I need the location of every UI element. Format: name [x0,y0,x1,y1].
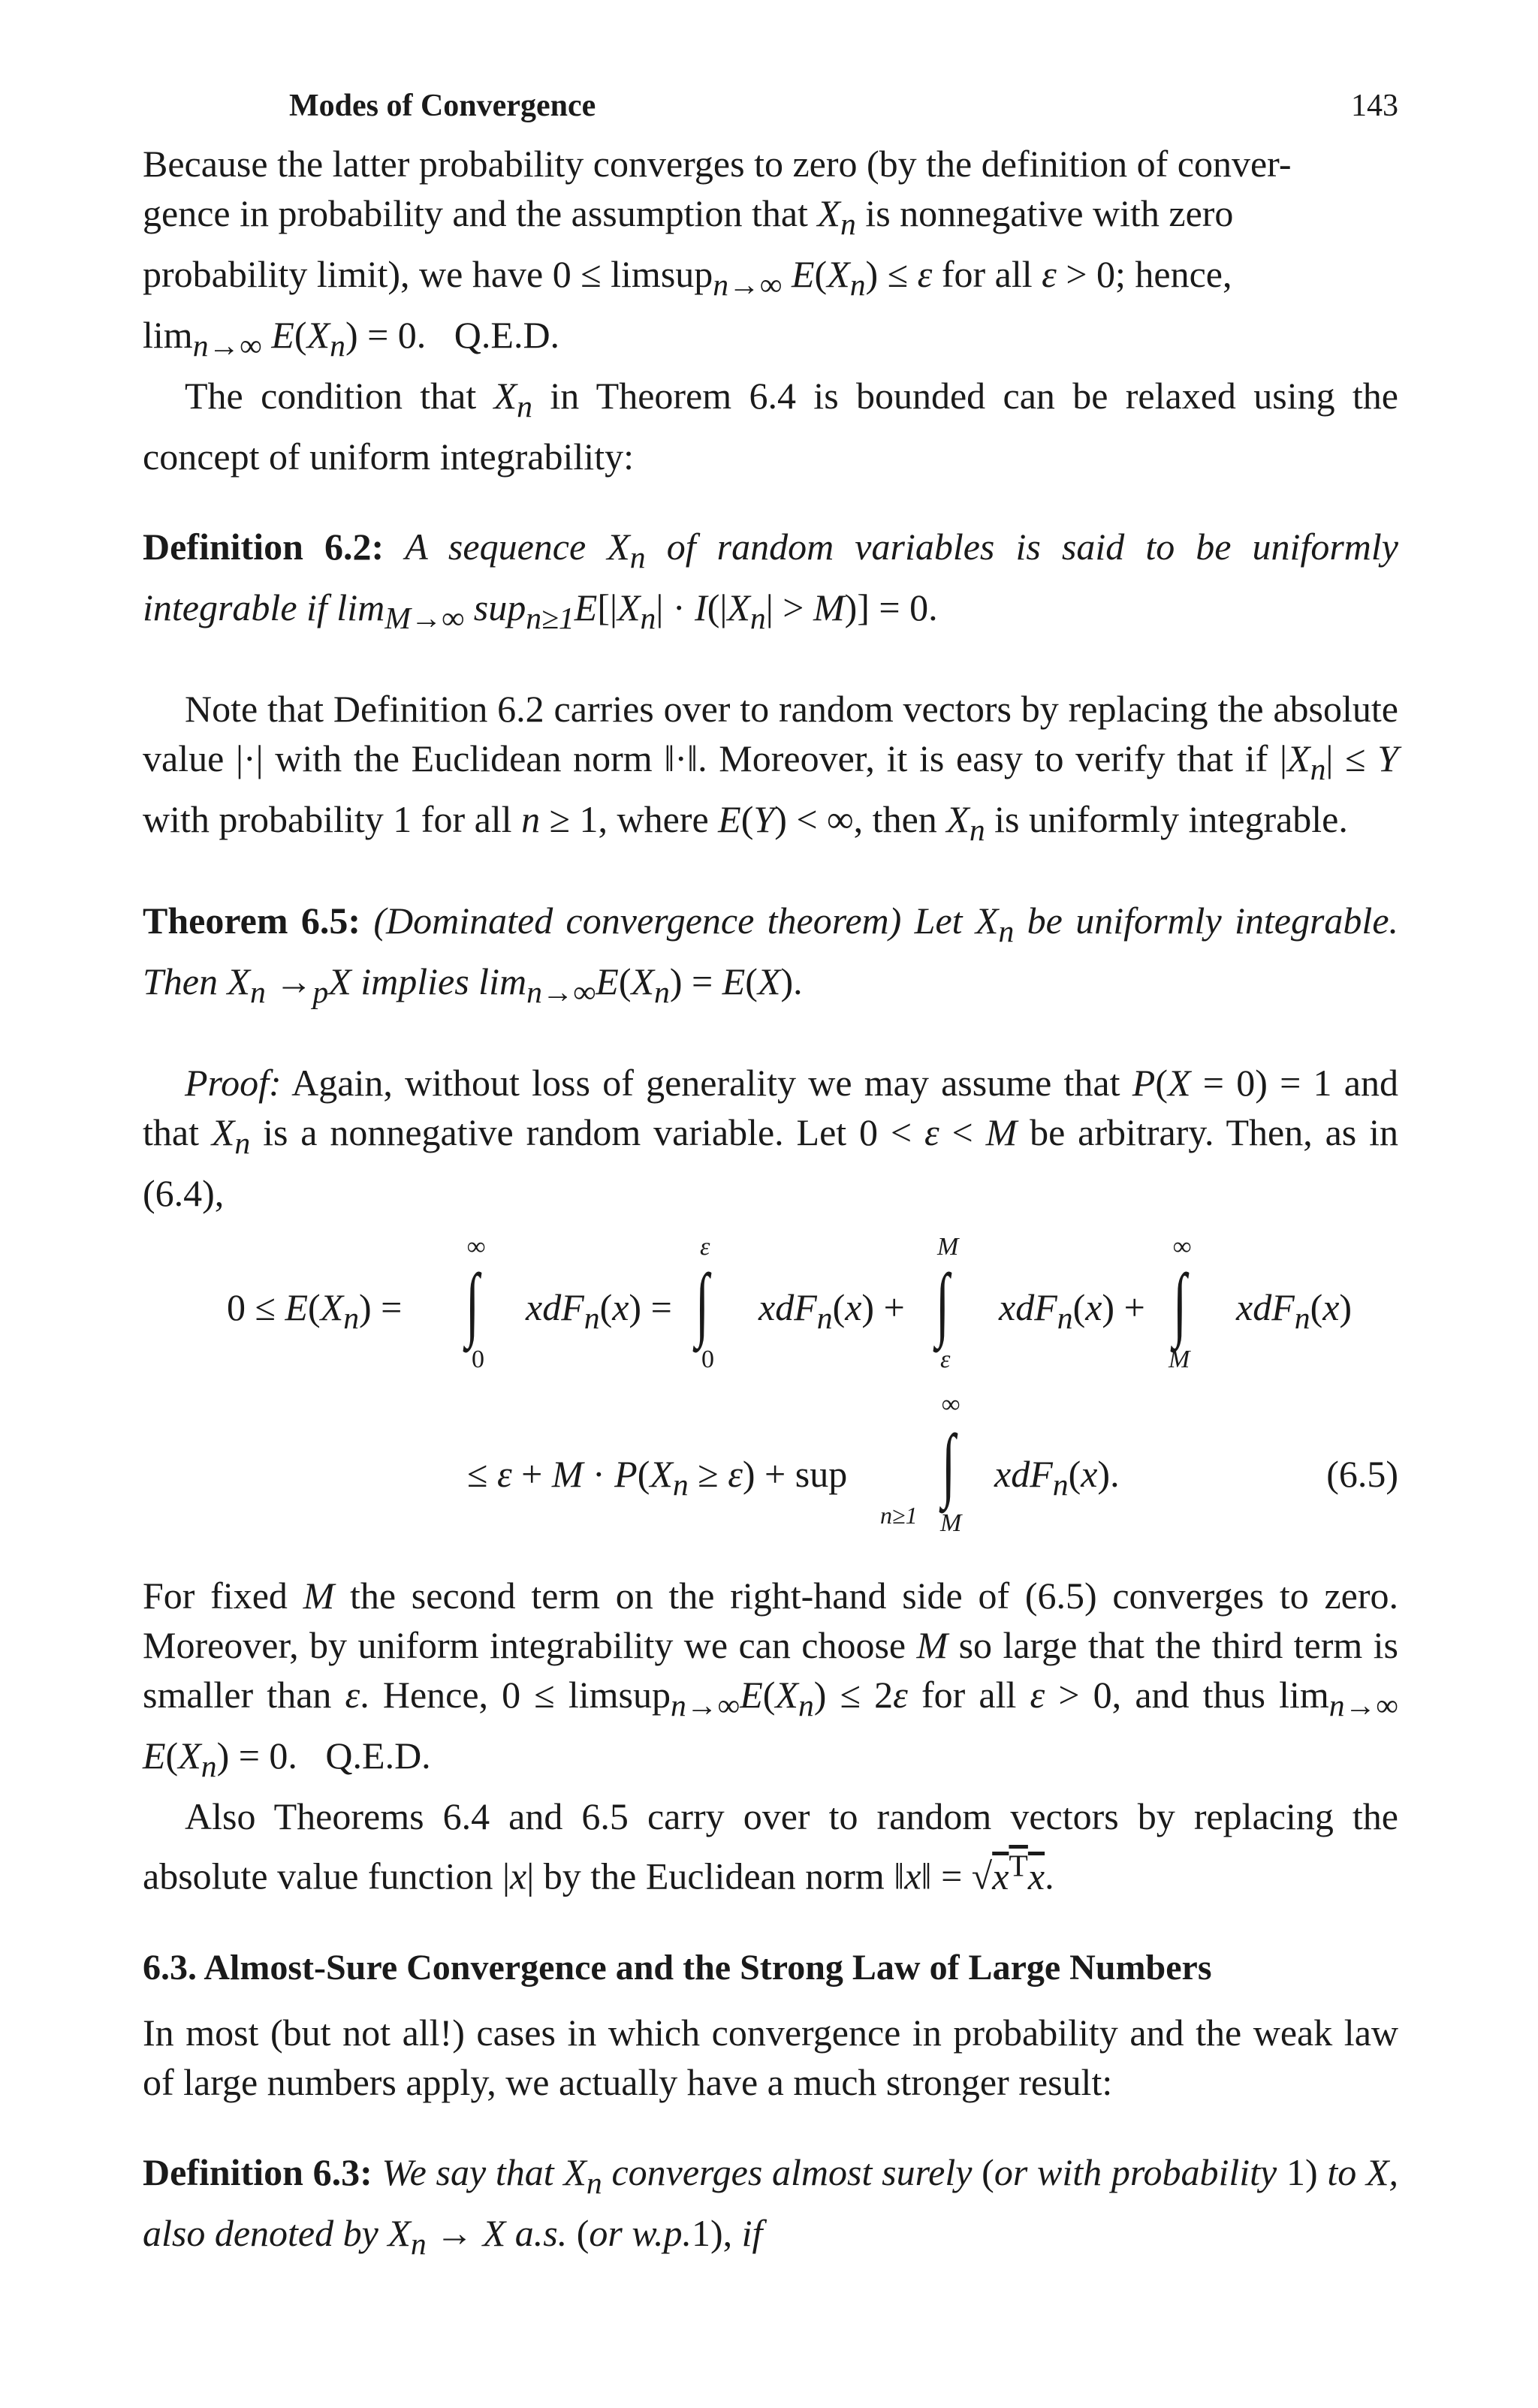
paragraph-1-line-2: gence in probability and the assumption that $X_n$ is nonnegative with zero [143,192,1234,242]
paragraph-5: Also Theorems 6.4 and 6.5 carry over to random vectors by replacing the absolute value function |x| by the Euclidean norm ‖x‖ = $√x^Tx$. [143,1795,1398,1897]
theorem-6-5-label: Theorem 6.5: [143,900,360,942]
paragraph-6: In most (but not all!) cases in which convergence in probability and the weak law of large numbers apply, we actually have a much stronger result: [143,2011,1398,2103]
paragraph-3: Note that Definition 6.2 carries over to random vectors by replacing the absolute value |·| with the Euclidean norm ‖·‖. Moreover, it is easy to verify that if $|X_n| \le Y$ with probability 1 for all n ≥ 1, where E(Y) < ∞, then $X_n$ is uniformly integrable. [143,688,1399,848]
proof-label: Proof: [185,1062,282,1104]
int5-upper: ∞ [942,1391,960,1418]
eq-term: xdF$_n$(x). [994,1453,1120,1502]
integral-sign: ∫ [695,1257,710,1349]
paragraph-1-line-3: probability limit), we have 0 ≤ limsup$_{n\to\infty}$ $E(X_n) \le \varepsilon$ for all ε > 0; hence, [143,253,1232,303]
eq-term: xdF$_n$(x) = [526,1286,672,1336]
integral-sign: ∫ [1173,1257,1187,1349]
paragraph-1-line-1: Because the latter probability converges to zero (by the definition of conver- [143,143,1292,185]
page-number: 143 [1351,89,1398,123]
integral-sign: ∫ [936,1257,950,1349]
int3-lower: ε [940,1346,951,1373]
sup-subscript: n≥1 [880,1502,918,1529]
integral-sign: ∫ [466,1257,480,1349]
equation-number: (6.5) [1326,1453,1398,1495]
paragraph-1 [143,139,1398,371]
eq-lhs: $0 \le E(X_n)$ = [227,1286,403,1336]
section-heading: 6.3. Almost-Sure Convergence and the Strong Law of Large Numbers [143,1947,1212,1988]
running-title: Modes of Convergence [289,89,596,123]
eq-line-2: ≤ $\varepsilon + M \cdot P(X_n \ge \varepsilon)$ + sup [467,1453,848,1502]
int5-lower: M [940,1509,962,1537]
int2-lower: 0 [701,1346,714,1373]
eq-term: xdF$_n$(x) + [999,1286,1145,1336]
definition-6-2-label: Definition 6.2: [143,526,384,568]
definition-6-3-label: Definition 6.3: [143,2150,372,2193]
equation-6-5 [143,1233,1398,1556]
int3-upper: M [937,1233,959,1261]
definition-6-2: Definition 6.2: A sequence $X_n$ of random variables is said to be uniformly integrable if $\lim_{M\to\infty} sup_{n\ge 1}E[|X_n| \cdot I(|X_n| > M)] = 0$. [143,526,1398,636]
int1-lower: 0 [472,1346,484,1373]
book-page [143,79,1398,2269]
int4-upper: ∞ [1173,1233,1192,1261]
theorem-6-5: Theorem 6.5: (Dominated convergence theorem) Let $X_n$ be uniformly integrable. Then $X_n \to_pX$ implies $\lim_{n\to\infty}E(X_n) = E(X)$. [143,900,1399,1010]
int2-upper: ε [700,1233,710,1261]
integral-sign: ∫ [942,1418,956,1509]
eq-term: xdF$_n$(x) [1236,1286,1353,1336]
running-header [143,79,1398,139]
int1-upper: ∞ [467,1233,486,1261]
paragraph-2: The condition that $X_n$ in Theorem 6.4 is bounded can be relaxed using the concept of uniform integrability: [143,375,1399,478]
int4-lower: M [1169,1346,1190,1373]
paragraph-4: For fixed M the second term on the right-hand side of (6.5) converges to zero. Moreover, by uniform integrability we can choose M so large that the third term is smaller than ε. Hence, $0 \le limsup_{n\to\infty}E(X_n) \le 2\varepsilon$ for all ε > 0, and thus $\lim_{n\to\infty} E(X_n) = 0$. Q.E.D. [143,1575,1398,1784]
definition-6-3: Definition 6.3: We say that $X_n$ converges almost surely (or with probability 1) to X, also denoted by $X_n \to X$ a.s. (or w.p.1), if [143,2150,1399,2262]
proof-paragraph: Proof: Again, without loss of generality we may assume that P(X = 0) = 1 and that $X_n$ is a nonnegative random variable. Let 0 < ε < M be arbitrary. Then, as in (6.4), [143,1062,1398,1214]
paragraph-1-line-4: $\lim_{n\to\infty} E(X_n) = 0$. Q.E.D. [143,314,560,363]
eq-term: xdF$_n$(x) + [758,1286,905,1336]
